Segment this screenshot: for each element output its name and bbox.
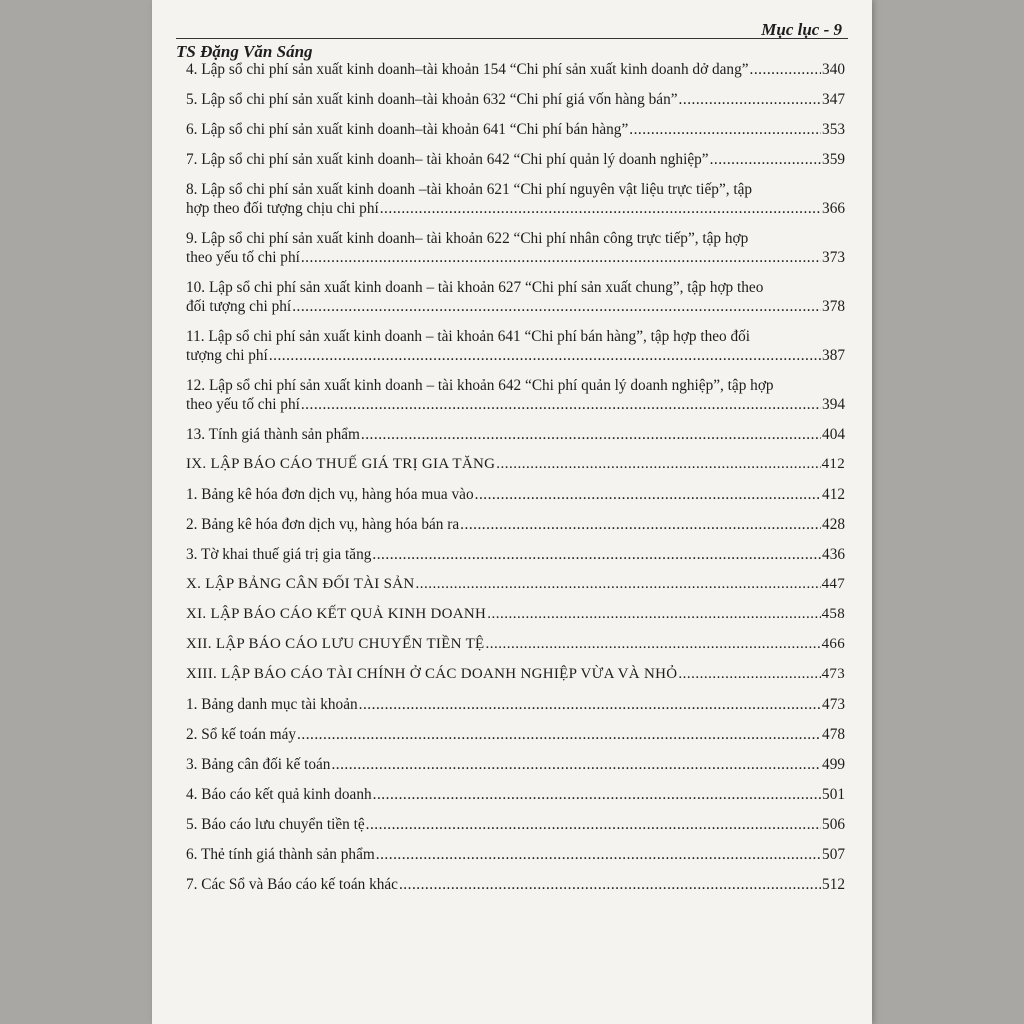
toc-entry bbox=[186, 229, 845, 267]
toc-entry-text: 10. Lập sổ chi phí sản xuất kinh doanh – tài khoản 627 “Chi phí sản xuất chung”, tập hợp theo bbox=[186, 279, 764, 296]
toc-entry-text: 8. Lập sổ chi phí sản xuất kinh doanh –tài khoản 621 “Chi phí nguyên vật liệu trực tiếp”, tập bbox=[186, 181, 753, 198]
dot-leader bbox=[678, 665, 820, 684]
dot-leader bbox=[269, 346, 821, 365]
toc-entry bbox=[186, 120, 845, 139]
toc-page-number: 347 bbox=[822, 91, 845, 108]
toc-page-number: 473 bbox=[822, 696, 845, 713]
toc-entry-text: IX. LẬP BÁO CÁO THUẾ GIÁ TRỊ GIA TĂNG bbox=[186, 456, 496, 472]
toc-section-heading bbox=[186, 575, 845, 594]
toc-page-number: 499 bbox=[822, 756, 845, 773]
toc-page-number: 353 bbox=[822, 121, 845, 138]
header-rule bbox=[176, 38, 848, 39]
toc-entry-text: 3. Tờ khai thuế giá trị gia tăng bbox=[186, 546, 372, 563]
toc-entry-text: 9. Lập sổ chi phí sản xuất kinh doanh– tài khoản 622 “Chi phí nhân công trực tiếp”, tập hợp bbox=[186, 230, 749, 247]
dot-leader bbox=[487, 605, 820, 624]
toc-entry-text: 7. Các Sổ và Báo cáo kế toán khác bbox=[186, 876, 398, 893]
dot-leader bbox=[750, 60, 822, 79]
toc-entry-text: 4. Báo cáo kết quả kinh doanh bbox=[186, 786, 372, 803]
dot-leader bbox=[710, 150, 821, 169]
dot-leader bbox=[380, 199, 821, 218]
dot-leader bbox=[496, 455, 820, 474]
toc-entry-text: 2. Bảng kê hóa đơn dịch vụ, hàng hóa bán ra bbox=[186, 516, 460, 533]
toc-entry-text: X. LẬP BẢNG CÂN ĐỐI TÀI SẢN bbox=[186, 576, 415, 592]
running-header-section: Mục lục - 9 bbox=[761, 20, 842, 39]
toc-entry-text: 6. Thẻ tính giá thành sản phẩm bbox=[186, 846, 375, 863]
dot-leader bbox=[292, 297, 821, 316]
dot-leader bbox=[399, 875, 821, 894]
toc-entry-text: 4. Lập sổ chi phí sản xuất kinh doanh–tài khoản 154 “Chi phí sản xuất kinh doanh dở dang” bbox=[186, 61, 749, 78]
toc-page-number: 501 bbox=[822, 786, 845, 803]
dot-leader bbox=[366, 815, 821, 834]
toc-entry bbox=[186, 545, 845, 564]
toc-entry-text: XIII. LẬP BÁO CÁO TÀI CHÍNH Ở CÁC DOANH NGHIỆP VỪA VÀ NHỎ bbox=[186, 666, 678, 682]
toc-entry-text: 1. Bảng kê hóa đơn dịch vụ, hàng hóa mua vào bbox=[186, 486, 474, 503]
toc-page-number: 428 bbox=[822, 516, 845, 533]
toc-entry bbox=[186, 755, 845, 774]
toc-page-number: 412 bbox=[821, 456, 845, 472]
dot-leader bbox=[373, 785, 821, 804]
toc-entry-text: 7. Lập sổ chi phí sản xuất kinh doanh– tài khoản 642 “Chi phí quản lý doanh nghiệp” bbox=[186, 151, 709, 168]
toc-entry-text: 13. Tính giá thành sản phẩm bbox=[186, 426, 360, 443]
toc-page-number: 447 bbox=[821, 576, 845, 592]
toc-entry bbox=[186, 695, 845, 714]
toc-entry-text: 5. Lập sổ chi phí sản xuất kinh doanh–tài khoản 632 “Chi phí giá vốn hàng bán” bbox=[186, 91, 678, 108]
toc-page-number: 359 bbox=[822, 151, 845, 168]
dot-leader bbox=[629, 120, 821, 139]
toc-entry bbox=[186, 150, 845, 169]
toc-entry-text: tượng chi phí bbox=[186, 347, 268, 364]
toc-page-number: 378 bbox=[822, 298, 845, 315]
toc-entry bbox=[186, 785, 845, 804]
dot-leader bbox=[301, 395, 821, 414]
toc-page-number: 507 bbox=[822, 846, 845, 863]
toc-page-number: 512 bbox=[822, 876, 845, 893]
dot-leader bbox=[331, 755, 821, 774]
toc-entry-text: theo yếu tố chi phí bbox=[186, 396, 300, 413]
dot-leader bbox=[359, 695, 821, 714]
toc-entry-text: 3. Bảng cân đối kế toán bbox=[186, 756, 331, 773]
toc-entry bbox=[186, 90, 845, 109]
toc-entry-text: theo yếu tố chi phí bbox=[186, 249, 300, 266]
toc-page-number: 458 bbox=[821, 606, 845, 622]
toc-section-heading bbox=[186, 635, 845, 654]
toc-entry bbox=[186, 875, 845, 894]
toc-entry bbox=[186, 425, 845, 444]
toc-entry bbox=[186, 515, 845, 534]
dot-leader bbox=[376, 845, 821, 864]
toc-entry-text: 6. Lập sổ chi phí sản xuất kinh doanh–tài khoản 641 “Chi phí bán hàng” bbox=[186, 121, 629, 138]
dot-leader bbox=[361, 425, 821, 444]
toc-entry bbox=[186, 327, 845, 365]
toc-entry bbox=[186, 180, 845, 218]
toc-entry bbox=[186, 815, 845, 834]
dot-leader bbox=[679, 90, 822, 109]
toc-entry-text: 11. Lập sổ chi phí sản xuất kinh doanh – tài khoản 641 “Chi phí bán hàng”, tập hợp theo đối bbox=[186, 328, 751, 345]
toc-entry bbox=[186, 60, 845, 79]
toc-entry-text: XI. LẬP BÁO CÁO KẾT QUẢ KINH DOANH bbox=[186, 606, 487, 622]
toc-entry-text: 5. Báo cáo lưu chuyển tiền tệ bbox=[186, 816, 365, 833]
book-page bbox=[152, 0, 872, 1024]
toc-entry bbox=[186, 278, 845, 316]
toc-entry bbox=[186, 845, 845, 864]
toc-page-number: 473 bbox=[821, 666, 845, 682]
toc-page-number: 373 bbox=[822, 249, 845, 266]
toc-page-number: 436 bbox=[822, 546, 845, 563]
toc-page-number: 340 bbox=[822, 61, 845, 78]
dot-leader bbox=[475, 485, 821, 504]
running-header-author: TS Đặng Văn Sáng bbox=[176, 42, 313, 61]
dot-leader bbox=[301, 248, 821, 267]
dot-leader bbox=[297, 725, 821, 744]
toc-entry bbox=[186, 376, 845, 414]
toc-entry-text: hợp theo đối tượng chịu chi phí bbox=[186, 200, 379, 217]
toc-page-number: 506 bbox=[822, 816, 845, 833]
toc-page-number: 387 bbox=[822, 347, 845, 364]
toc-entry bbox=[186, 725, 845, 744]
dot-leader bbox=[372, 545, 821, 564]
toc-page-number: 404 bbox=[822, 426, 845, 443]
dot-leader bbox=[460, 515, 821, 534]
toc-entry-text: 2. Sổ kế toán máy bbox=[186, 726, 297, 743]
toc-entry-text: đối tượng chi phí bbox=[186, 298, 292, 315]
toc-page-number: 412 bbox=[822, 486, 845, 503]
dot-leader bbox=[486, 635, 821, 654]
toc-section-heading bbox=[186, 605, 845, 624]
toc-section-heading bbox=[186, 455, 845, 474]
table-of-contents bbox=[186, 60, 845, 905]
toc-page-number: 394 bbox=[822, 396, 845, 413]
toc-entry bbox=[186, 485, 845, 504]
toc-entry-text: 1. Bảng danh mục tài khoản bbox=[186, 696, 358, 713]
dot-leader bbox=[416, 575, 821, 594]
toc-page-number: 478 bbox=[822, 726, 845, 743]
toc-page-number: 366 bbox=[822, 200, 845, 217]
toc-section-heading bbox=[186, 665, 845, 684]
toc-entry-text: XII. LẬP BÁO CÁO LƯU CHUYỂN TIỀN TỆ bbox=[186, 636, 485, 652]
toc-entry-text: 12. Lập sổ chi phí sản xuất kinh doanh – tài khoản 642 “Chi phí quản lý doanh nghiệp”, tập hợp bbox=[186, 377, 774, 394]
toc-page-number: 466 bbox=[821, 636, 845, 652]
